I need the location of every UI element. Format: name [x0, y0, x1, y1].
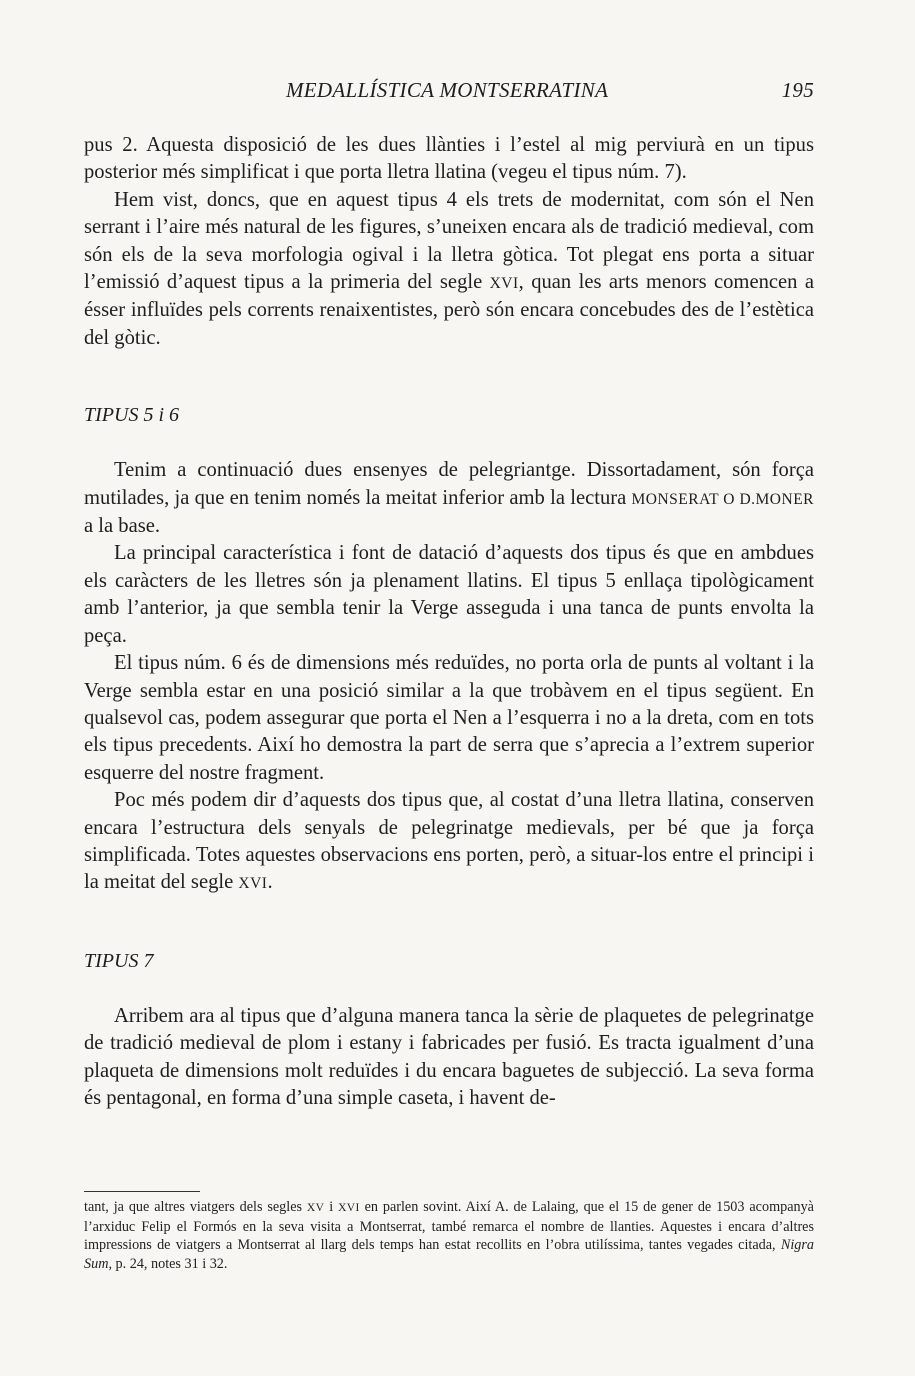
page — [84, 76, 814, 1112]
cited-work-title: Nigra Sum — [84, 1237, 814, 1272]
paragraph — [84, 787, 814, 898]
footnote-text: i — [324, 1199, 339, 1215]
text-span: a la base. — [84, 515, 161, 538]
footnote-text: , p. 24, notes 31 i 32. — [108, 1255, 228, 1272]
text-span: Poc més podem dir d’aquests dos tipus que, al costat d’una lletra llatina, conserven encara l’estructura dels senyals de pelegrinatge medievals, per bé que ja força simplificada. Totes aquestes observacions ens porten, però, a situar-los entre el principi i la meitat del segle — [84, 789, 814, 894]
section-heading-tipus-7: TIPUS 7 — [84, 949, 154, 972]
century-numeral: XV — [306, 1202, 325, 1214]
paragraph — [84, 187, 814, 352]
text-span: . — [267, 871, 273, 894]
century-numeral: XVI — [489, 275, 519, 293]
text-span: , quan les arts menors comencen a ésser influïdes pels corrents renaixentistes, però són encara concebudes des de l’estètica del gòtic. — [84, 271, 814, 349]
century-numeral: XVI — [238, 875, 268, 893]
paragraph — [84, 457, 814, 540]
paragraph: La principal característica i font de datació d’aquests dos tipus és que en ambdues els caràcters de les lletres són ja plenament llatins. El tipus 5 enllaça tipològicament amb l’anterior, ja que sembla tenir la Verge asseguda i una tanca de punts envolta la peça. — [84, 542, 814, 647]
running-title: MEDALLÍSTICA MONTSERRATINA — [286, 78, 609, 102]
inscription-text: MONSERAT O D.MONER — [631, 490, 814, 508]
footnote-text: en parlen sovint. Així A. de Lalaing, que el 15 de gener de 1503 acompanyà l’arxiduc Felip el Formós en la seva visita a Montserrat, també remarca el nombre de llanties. Aquestes i encara d’altres impressions de viatgers a Montserrat al llarg dels temps han estat recollits en l’obra utilíssima, tantes vegades citada, — [84, 1199, 814, 1253]
page-number: 195 — [781, 78, 814, 102]
body-text — [84, 132, 814, 1112]
running-header — [84, 76, 814, 110]
section-heading-tipus-5-6: TIPUS 5 i 6 — [84, 404, 179, 427]
footnote-text: tant, ja que altres viatgers dels segles — [84, 1199, 307, 1215]
century-numeral: XVI — [338, 1202, 360, 1214]
footnote-divider — [84, 1191, 200, 1192]
paragraph-continued: pus 2. Aquesta disposició de les dues llànties i l’estel al mig perviurà en un tipus posterior més simplificat i que porta lletra llatina (vegeu el tipus núm. 7). — [84, 134, 814, 184]
footnote — [84, 1198, 814, 1273]
paragraph: Arribem ara al tipus que d’alguna manera tanca la sèrie de plaquetes de pelegrinatge de tradició medieval de plom i estany i fabricades per fusió. Es tracta igualment d’una plaqueta de dimensions molt reduïdes i du encara baguetes de subjecció. La seva forma és pentagonal, en forma d’una simple caseta, i havent de- — [84, 1004, 814, 1109]
text-span: Tenim a continuació dues ensenyes de pelegriantge. Dissortadament, són força mutilades, ja que en tenim només la meitat inferior amb la lectura — [84, 459, 814, 509]
paragraph: El tipus núm. 6 és de dimensions més reduïdes, no porta orla de punts al voltant i la Verge sembla estar en una posició similar a la que trobàvem en el tipus següent. En qualsevol cas, podem assegurar que porta el Nen a l’esquerra i no a la dreta, com en tots els tipus precedents. Així ho demostra la part de serra que s’aprecia a l’extrem superior esquerre del nostre fragment. — [84, 652, 814, 784]
text-span: Hem vist, doncs, que en aquest tipus 4 els trets de modernitat, com són el Nen serrant i l’aire més natural de les figures, s’uneixen encara als de tradició medieval, com són els de la seva morfologia ogival i la lletra gòtica. Tot plegat ens porta a situar l’emissió d’aquest tipus a la primeria del segle — [84, 188, 814, 294]
